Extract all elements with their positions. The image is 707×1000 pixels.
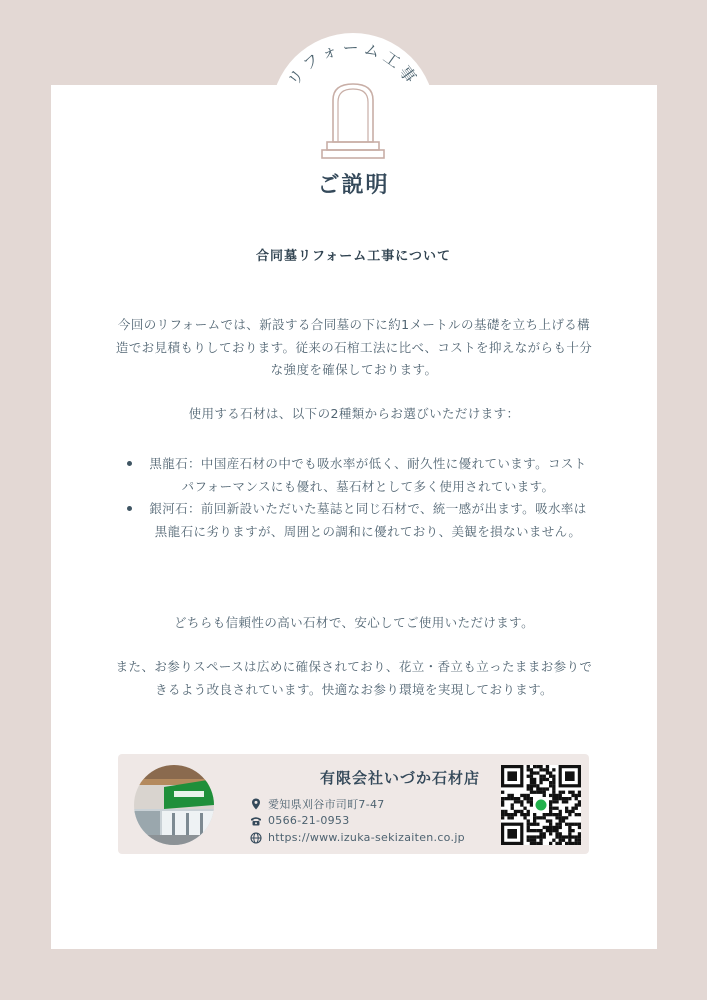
tombstone-icon [319,80,387,162]
list-item-kokuryu: 黒龍石：中国産石材の中でも吸水率が低く、耐久性に優れています。コストパフォーマンスにも優れ、墓石材として多く使用されています。 [120,453,590,498]
storefront-photo [134,765,214,845]
svg-text:リフォーム工事: リフォーム工事 [283,38,423,90]
address-row [250,796,385,812]
address-text: 愛知県刈谷市司町7-47 [268,798,385,811]
globe-icon [250,832,262,844]
section-heading: 合同墓リフォーム工事について [255,249,452,264]
location-pin-icon [250,798,262,810]
line-logo-icon [536,800,547,811]
paragraph-stone-choice: 使用する石材は、以下の2種類からお選びいただけます： [188,406,520,421]
phone-row [250,814,350,827]
paragraph-space: また、お参りスペースは広めに確保されており、花立・香立も立ったままお参りできるよう改良されています。快適なお参り環境を実現しております。 [115,659,593,697]
list-item-ginga: 銀河石：前回新設いただいた墓誌と同じ石材で、統一感が出ます。吸水率は黒龍石に劣りますが、周囲との調和に優れており、美観を損ないません。 [120,498,590,543]
company-name: 有限会社いづか石材店 [319,769,480,787]
website-row [250,831,465,844]
qr-code[interactable] [501,765,581,845]
phone-icon [250,815,262,827]
paragraph-reliability: どちらも信頼性の高い石材で、安心してご使用いただけます。 [174,615,534,630]
page-title: ご説明 [317,173,390,198]
stone-list [120,453,590,543]
phone-text: 0566-21-0953 [268,814,350,827]
website-link[interactable]: https://www.izuka-sekizaiten.co.jp [268,831,465,844]
paragraph-intro: 今回のリフォームでは、新設する合同墓の下に約1メートルの基礎を立ち上げる構造でお見積もりしております。従来の石棺工法に比べ、コストを抑えながらも十分な強度を確保しております。 [115,317,593,377]
